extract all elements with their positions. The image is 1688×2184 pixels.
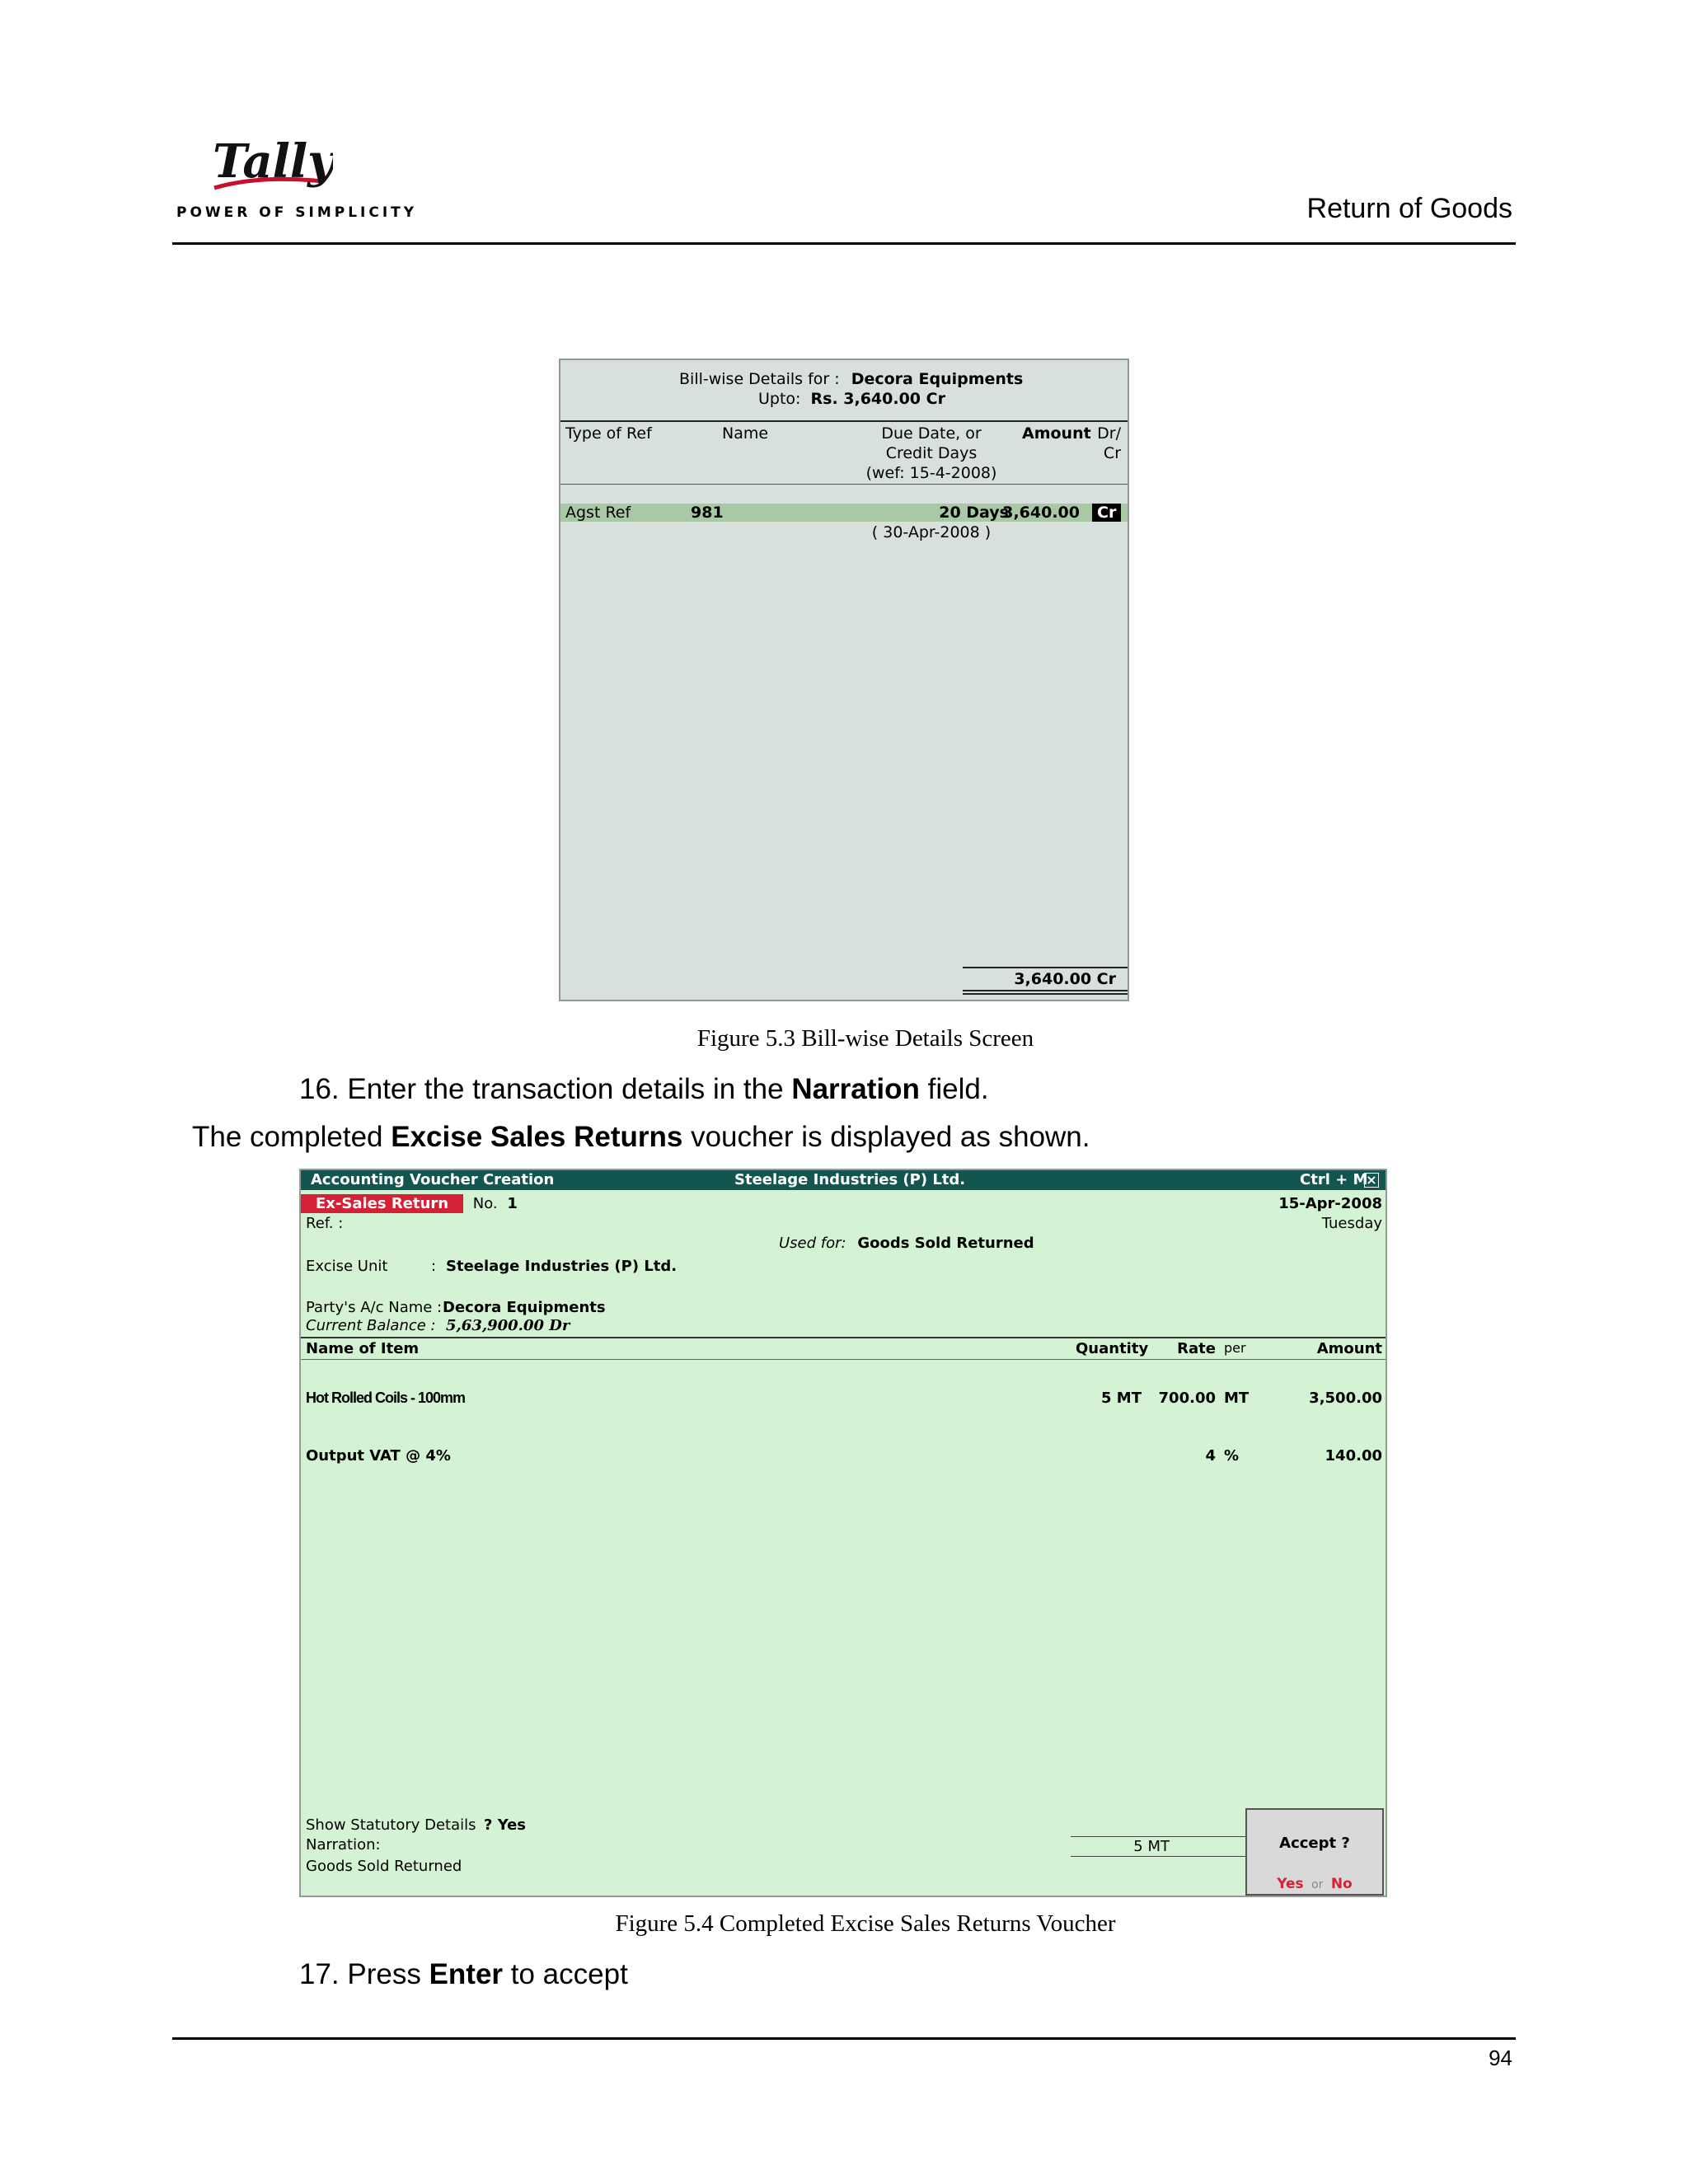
party-value[interactable]: Decora Equipments	[443, 1299, 606, 1316]
accept-dialog	[1245, 1808, 1384, 1896]
titlebar-company: Steelage Industries (P) Ltd.	[734, 1171, 966, 1188]
footer-rule	[172, 2037, 1516, 2040]
ref-label[interactable]: Ref. :	[306, 1215, 344, 1232]
row-drcr-badge: Cr	[1092, 504, 1121, 522]
billwise-title-label: Bill-wise Details for :	[679, 370, 840, 388]
row-type-of-ref: Agst Ref	[565, 504, 631, 522]
row-name: 981	[691, 504, 724, 522]
logo-tagline: POWER OF SIMPLICITY	[176, 204, 418, 221]
titlebar-shortcut: Ctrl + M	[1300, 1171, 1368, 1188]
voucher-date[interactable]: 15-Apr-2008	[1278, 1195, 1382, 1212]
balance-value: 5,63,900.00 Dr	[446, 1317, 570, 1334]
narration-label: Narration:	[306, 1836, 381, 1854]
statutory-label: Show Statutory Details	[306, 1816, 476, 1834]
accept-no-option[interactable]: No	[1330, 1876, 1353, 1892]
col-amount: Amount	[1022, 424, 1091, 443]
billwise-party-name: Decora Equipments	[851, 370, 1024, 388]
svg-text:Tally: Tally	[213, 134, 333, 189]
item-2-amount: 140.00	[1325, 1447, 1382, 1465]
item-2-rate: 4	[1205, 1447, 1216, 1465]
col-name: Name	[722, 424, 769, 443]
page-header-title: Return of Goods	[1306, 193, 1512, 224]
total-qty-rule-bottom	[1071, 1856, 1245, 1857]
col-credit-days: Credit Days	[885, 444, 978, 462]
item-1-amount: 3,500.00	[1309, 1390, 1382, 1407]
item-1-quantity: 5 MT	[1101, 1390, 1142, 1407]
total-quantity: 5 MT	[1133, 1838, 1170, 1855]
tally-logo-graphic	[209, 132, 333, 198]
row-due: 20 Days	[939, 504, 1009, 522]
item-2-name[interactable]: Output VAT @ 4%	[306, 1447, 451, 1465]
upto-label: Upto:	[758, 390, 801, 408]
col-rate: Rate	[1177, 1340, 1216, 1357]
total-rule-bottom-1	[963, 990, 1128, 991]
voucher-type-badge[interactable]: Ex-Sales Return	[301, 1194, 463, 1213]
col-due-date: Due Date, or	[881, 424, 982, 443]
billwise-header-rule	[560, 420, 1128, 422]
voucher-no-label: No.	[472, 1195, 498, 1212]
total-rule-bottom-2	[963, 993, 1128, 995]
col-quantity: Quantity	[1076, 1340, 1149, 1357]
statutory-value[interactable]: ? Yes	[484, 1816, 527, 1834]
completed-voucher-text: The completed Excise Sales Returns voucher is displayed as shown.	[192, 1121, 1090, 1153]
row-amount: 3,640.00	[1002, 504, 1080, 522]
item-2-per: %	[1224, 1447, 1240, 1465]
col-name-of-item: Name of Item	[306, 1340, 420, 1357]
accept-or: or	[1311, 1878, 1324, 1891]
tally-logo	[209, 132, 333, 198]
step-17-text: 17. Press Enter to accept	[299, 1958, 628, 1990]
accept-yes-option[interactable]: Yes	[1277, 1876, 1304, 1892]
accounting-voucher-screen	[299, 1169, 1387, 1897]
billwise-column-rule	[560, 484, 1128, 485]
item-1-per: MT	[1224, 1390, 1250, 1407]
page-number: 94	[1489, 2046, 1512, 2070]
voucher-titlebar	[301, 1170, 1386, 1190]
party-label: Party's A/c Name :	[306, 1299, 443, 1316]
total-rule-top	[963, 967, 1128, 968]
figure-54-caption: Figure 5.4 Completed Excise Sales Returns Voucher	[615, 1910, 1116, 1937]
close-icon[interactable]: ×	[1364, 1173, 1379, 1188]
voucher-day: Tuesday	[1321, 1215, 1382, 1232]
items-header-bottom-rule	[301, 1359, 1386, 1360]
figure-53-caption: Figure 5.3 Bill-wise Details Screen	[696, 1025, 1034, 1052]
step-16-text: 16. Enter the transaction details in the Narration field.	[299, 1073, 989, 1105]
billwise-details-screen	[559, 359, 1129, 1001]
used-for-label: Used for:	[779, 1235, 846, 1252]
col-drcr-2: Cr	[1103, 444, 1121, 462]
col-per: per	[1224, 1340, 1246, 1356]
items-header-top-rule	[301, 1337, 1386, 1338]
excise-unit-value[interactable]: Steelage Industries (P) Ltd.	[446, 1258, 678, 1275]
narration-value[interactable]: Goods Sold Returned	[306, 1858, 462, 1875]
item-1-rate: 700.00	[1158, 1390, 1216, 1407]
billwise-total: 3,640.00 Cr	[1014, 970, 1116, 988]
excise-unit-label: Excise Unit	[306, 1258, 388, 1275]
titlebar-left: Accounting Voucher Creation	[311, 1171, 555, 1188]
col-wef-date: (wef: 15-4-2008)	[865, 464, 997, 482]
total-qty-rule-top	[1071, 1836, 1245, 1837]
upto-value: Rs. 3,640.00 Cr	[810, 390, 945, 408]
row-due-date: ( 30-Apr-2008 )	[871, 523, 992, 541]
excise-unit-sep: :	[431, 1258, 437, 1275]
used-for-value: Goods Sold Returned	[857, 1235, 1034, 1252]
col-drcr: Dr/	[1097, 424, 1121, 443]
voucher-no-value: 1	[507, 1195, 518, 1212]
item-1-name[interactable]: Hot Rolled Coils - 100mm	[306, 1390, 466, 1406]
header-rule	[172, 242, 1516, 245]
accept-prompt: Accept ?	[1279, 1835, 1350, 1852]
col-type-of-ref: Type of Ref	[565, 424, 652, 443]
col-amount: Amount	[1316, 1340, 1382, 1357]
balance-label: Current Balance :	[306, 1317, 436, 1334]
